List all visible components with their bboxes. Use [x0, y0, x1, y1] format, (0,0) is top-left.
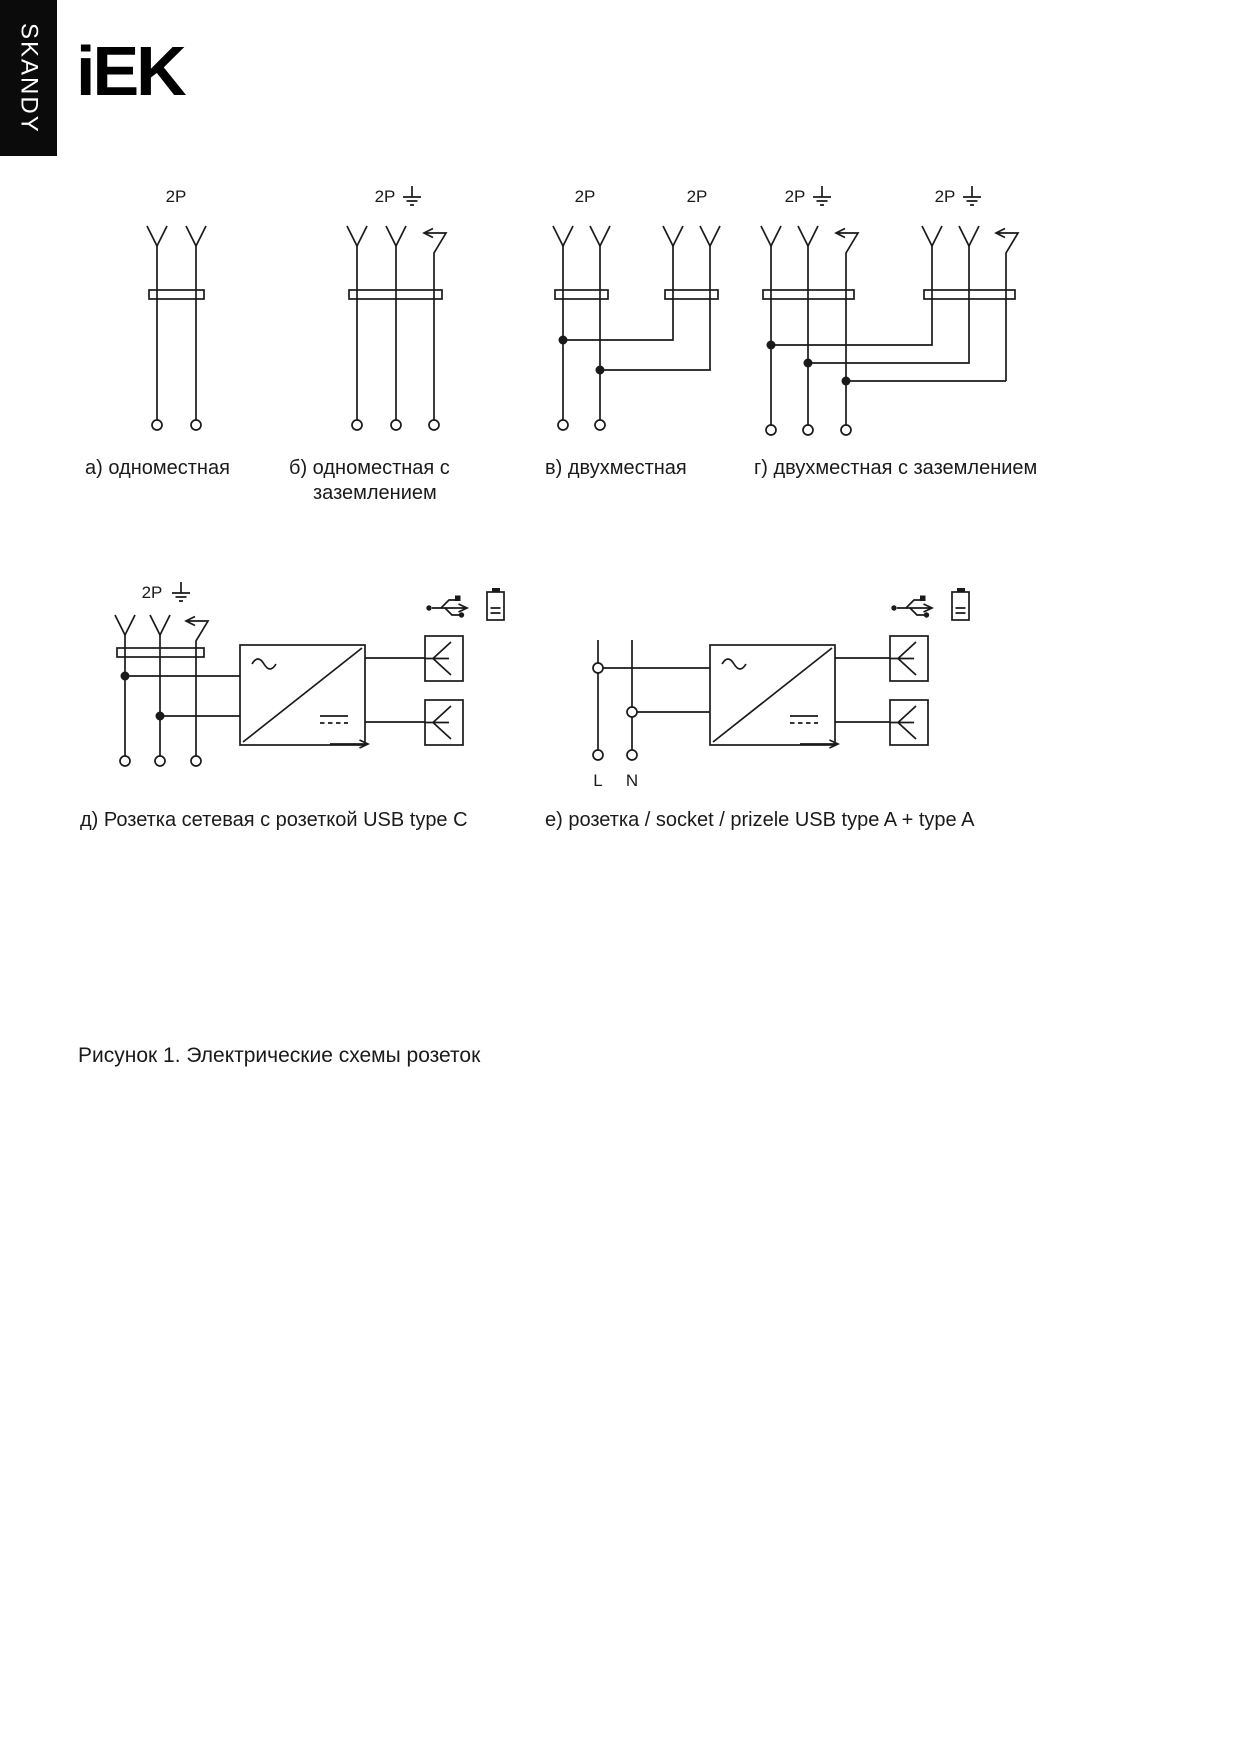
terminal-circle	[429, 420, 439, 430]
caption-g: г) двухместная с заземлением	[754, 457, 1038, 479]
pole-label: 2P	[165, 187, 187, 206]
ground-contact-arrow	[996, 229, 1018, 382]
diagram-v	[553, 187, 720, 430]
junction-dot	[842, 377, 851, 386]
acdc-converter-block	[710, 645, 838, 748]
usb-port	[890, 636, 928, 681]
terminal-circle	[766, 425, 776, 435]
caption-a: а) одноместная	[85, 457, 230, 479]
pole-label-left: 2P	[784, 187, 806, 206]
terminal-circle	[593, 750, 603, 760]
plug-pin-icon	[959, 226, 979, 246]
ac-sine-icon	[722, 659, 746, 669]
output-arrow-icon	[330, 740, 368, 748]
plug-pin-icon	[553, 226, 573, 246]
terminal-circle	[152, 420, 162, 430]
plug-pin-icon	[590, 226, 610, 246]
plug-pin-icon	[761, 226, 781, 246]
ground-contact-arrow	[836, 229, 858, 426]
usb-port-contact-icon	[890, 706, 916, 739]
junction-dot	[121, 672, 130, 681]
junction-dot	[596, 366, 605, 375]
terminal-circle	[558, 420, 568, 430]
plug-pin-icon	[922, 226, 942, 246]
figure-caption: Рисунок 1. Электрические схемы розеток	[78, 1044, 481, 1067]
plug-pin-icon	[347, 226, 367, 246]
pole-label-right: 2P	[934, 187, 956, 206]
ground-contact-arrow	[424, 229, 446, 421]
caption-v: в) двухместная	[545, 457, 687, 479]
terminal-circle	[593, 663, 603, 673]
terminal-circle	[391, 420, 401, 430]
neutral-label: N	[625, 771, 639, 790]
plug-pin-icon	[186, 226, 206, 246]
diagram-e	[593, 588, 969, 790]
usb-icon	[891, 596, 932, 618]
link-wire	[563, 246, 673, 340]
terminal-circle	[352, 420, 362, 430]
earth-icon	[963, 186, 981, 205]
diagram-b	[347, 186, 446, 430]
battery-icon	[487, 588, 504, 620]
acdc-converter-block	[240, 645, 368, 748]
ground-contact-arrow	[186, 617, 208, 757]
diagram-d	[115, 582, 504, 766]
earth-icon	[403, 186, 421, 205]
terminal-circle	[627, 707, 637, 717]
terminal-circle	[627, 750, 637, 760]
battery-icon	[952, 588, 969, 620]
plug-pin-icon	[700, 226, 720, 246]
usb-port	[890, 700, 928, 745]
usb-port	[425, 636, 463, 681]
usb-port-contact-icon	[425, 706, 451, 739]
series-tab-label: SKANDY	[15, 22, 43, 134]
plug-pin-icon	[663, 226, 683, 246]
plug-pin-icon	[150, 615, 170, 635]
usb-port-contact-icon	[425, 642, 451, 675]
junction-dot	[804, 359, 813, 368]
pole-label-right: 2P	[686, 187, 708, 206]
diagram-a	[147, 187, 206, 430]
brand-logo: iEK	[76, 32, 184, 110]
junction-dot	[559, 336, 568, 345]
caption-b: б) одноместная с заземлением	[289, 457, 450, 504]
caption-d: д) Розетка сетевая с розеткой USB type C	[80, 809, 468, 831]
terminal-circle	[155, 756, 165, 766]
terminal-circle	[595, 420, 605, 430]
terminal-circle	[803, 425, 813, 435]
converter-diagonal	[243, 648, 362, 742]
plug-pin-icon	[386, 226, 406, 246]
diagram-g	[761, 186, 1018, 435]
link-wire	[600, 246, 710, 370]
usb-port	[425, 700, 463, 745]
ac-sine-icon	[252, 659, 276, 669]
pole-label: 2P	[141, 583, 163, 602]
output-arrow-icon	[800, 740, 838, 748]
earth-icon	[813, 186, 831, 205]
converter-diagonal	[713, 648, 832, 742]
caption-e: е) розетка / socket / prizele USB type A + type A	[545, 809, 975, 831]
link-wire	[771, 246, 932, 345]
plug-pin-icon	[115, 615, 135, 635]
terminal-circle	[120, 756, 130, 766]
terminal-circle	[841, 425, 851, 435]
usb-port-contact-icon	[890, 642, 916, 675]
plug-pin-icon	[147, 226, 167, 246]
terminal-circle	[191, 756, 201, 766]
junction-dot	[156, 712, 165, 721]
line-label: L	[593, 771, 603, 790]
pole-label: 2P	[374, 187, 396, 206]
terminal-circle	[191, 420, 201, 430]
plug-pin-icon	[798, 226, 818, 246]
earth-icon	[172, 582, 190, 601]
usb-icon	[426, 596, 467, 618]
pole-label-left: 2P	[574, 187, 596, 206]
junction-dot	[767, 341, 776, 350]
